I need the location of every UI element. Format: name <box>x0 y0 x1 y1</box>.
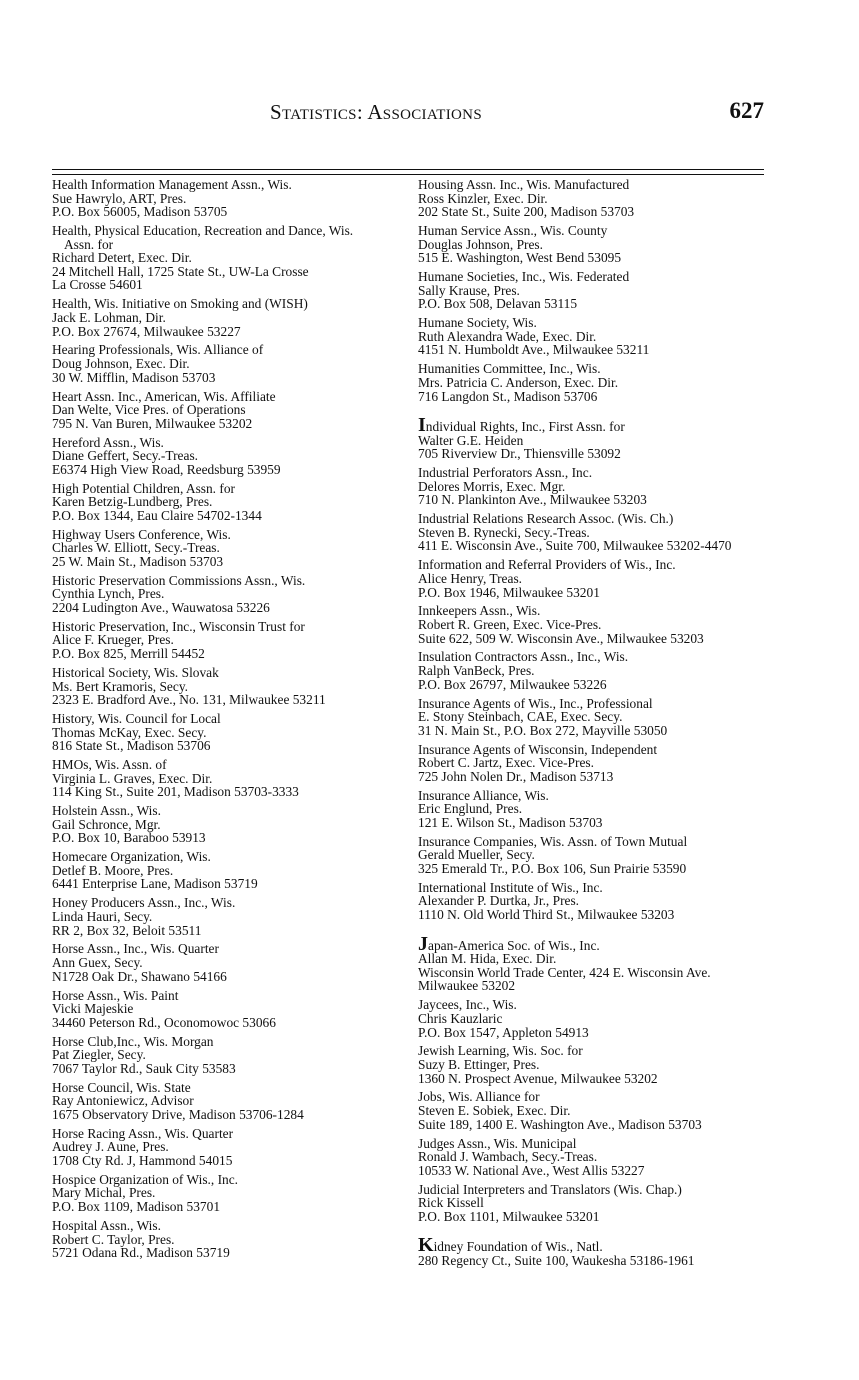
contact-line: Ralph VanBeck, Pres. <box>418 663 535 679</box>
directory-entry <box>52 1173 412 1214</box>
association-name-text: Human Service Assn., Wis. County <box>418 223 608 239</box>
association-name <box>418 512 818 526</box>
directory-entry <box>418 466 818 507</box>
contact-line: Chris Kauzlaric <box>418 1010 503 1026</box>
directory-entry <box>418 558 818 599</box>
association-name <box>418 178 818 192</box>
association-name-text: Industrial Relations Research Assoc. (Wis. Ch.) <box>418 511 674 527</box>
association-name <box>418 224 818 238</box>
directory-entry <box>52 804 412 845</box>
contact-line: Charles W. Elliott, Secy.-Treas. <box>52 540 220 556</box>
contact-line: Steven E. Sobiek, Exec. Dir. <box>418 1103 571 1119</box>
directory-entry <box>418 178 818 219</box>
directory-entry <box>418 743 818 784</box>
association-name-text: HMOs, Wis. Assn. of <box>52 757 167 773</box>
association-name-text: Honey Producers Assn., Inc., Wis. <box>52 895 236 911</box>
address-line: 816 State St., Madison 53706 <box>52 738 211 754</box>
association-name-text: Hearing Professionals, Wis. Alliance of <box>52 342 264 358</box>
address-line: Milwaukee 53202 <box>418 978 516 994</box>
contact-line: Sally Krause, Pres. <box>418 282 520 298</box>
directory-entry <box>418 1234 818 1269</box>
association-name-text: Historic Preservation, Inc., Wisconsin Trust for <box>52 618 305 634</box>
page-header <box>52 98 764 128</box>
association-name-text: Historic Preservation Commissions Assn., Wis. <box>52 572 306 588</box>
right-column <box>418 178 818 1273</box>
association-name-text: Judicial Interpreters and Translators (Wis. Chap.) <box>418 1181 682 1197</box>
contact-line: Mary Michal, Pres. <box>52 1185 156 1201</box>
association-name <box>52 758 412 772</box>
address-line: Suite 189, 1400 E. Washington Ave., Madison 53703 <box>418 1116 702 1132</box>
contact-line: Gail Schronce, Mgr. <box>52 816 161 832</box>
association-name-text: Heart Assn. Inc., American, Wis. Affiliate <box>52 388 276 404</box>
contact-line: Robert C. Jartz, Exec. Vice-Pres. <box>418 755 594 771</box>
contact-line: Eric Englund, Pres. <box>418 801 523 817</box>
directory-entry <box>418 362 818 403</box>
address-line: P.O. Box 1109, Madison 53701 <box>52 1199 221 1215</box>
association-name <box>52 390 412 404</box>
association-name <box>418 270 818 284</box>
association-name <box>418 558 818 572</box>
left-column <box>52 178 412 1265</box>
directory-entry <box>418 697 818 738</box>
directory-entry <box>52 896 412 937</box>
association-name-text: apan-America Soc. of Wis., Inc. <box>428 937 600 953</box>
association-name-text: Insurance Alliance, Wis. <box>418 787 549 803</box>
address-line: P.O. Box 27674, Milwaukee 53227 <box>52 323 241 339</box>
address-line: 1360 N. Prospect Avenue, Milwaukee 53202 <box>418 1070 658 1086</box>
address-line: 411 E. Wisconsin Ave., Suite 700, Milwaukee 53202-4470 <box>418 538 732 554</box>
contact-line: Douglas Johnson, Pres. <box>418 236 543 252</box>
address-line: P.O. Box 1101, Milwaukee 53201 <box>418 1208 600 1224</box>
directory-entry <box>418 1044 818 1085</box>
contact-line: Robert C. Taylor, Pres. <box>52 1231 175 1247</box>
association-name-text: Health Information Management Assn., Wis. <box>52 177 292 192</box>
association-name-text: Horse Assn., Wis. Paint <box>52 987 179 1003</box>
contact-line: Steven B. Rynecki, Secy.-Treas. <box>418 524 590 540</box>
address-line: 325 Emerald Tr., P.O. Box 106, Sun Prairie 53590 <box>418 860 687 876</box>
directory-entry <box>418 512 818 553</box>
address-line: P.O. Box 508, Delavan 53115 <box>418 296 578 312</box>
address-line: P.O. Box 26797, Milwaukee 53226 <box>418 676 607 692</box>
directory-entry <box>52 1219 412 1260</box>
section-initial: I <box>418 414 426 437</box>
association-name-text: Humanities Committee, Inc., Wis. <box>418 361 601 377</box>
header-rule-bottom <box>52 174 764 175</box>
contact-line: Alice F. Krueger, Pres. <box>52 632 174 648</box>
contact-line: Ruth Alexandra Wade, Exec. Dir. <box>418 328 597 344</box>
contact-line: Pat Ziegler, Secy. <box>52 1047 146 1063</box>
association-name <box>52 574 412 588</box>
contact-line: Delores Morris, Exec. Mgr. <box>418 478 566 494</box>
address-line: E6374 High View Road, Reedsburg 53959 <box>52 461 281 477</box>
association-name <box>418 1137 818 1151</box>
association-name <box>418 998 818 1012</box>
directory-entry <box>52 528 412 569</box>
directory-entry <box>52 989 412 1030</box>
association-name <box>418 789 818 803</box>
directory-entry <box>52 224 412 292</box>
association-name-continued: Assn. for <box>64 236 114 252</box>
association-name <box>52 1081 412 1095</box>
directory-entry <box>418 270 818 311</box>
directory-entry <box>52 666 412 707</box>
contact-line: Gerald Mueller, Secy. <box>418 847 535 863</box>
contact-line: Alice Henry, Treas. <box>418 570 523 586</box>
association-name <box>52 1127 412 1141</box>
header-rule-top <box>52 169 764 170</box>
association-name-text: Jobs, Wis. Alliance for <box>418 1089 540 1105</box>
directory-entry <box>52 850 412 891</box>
contact-line: Cynthia Lynch, Pres. <box>52 586 165 602</box>
section-initial: K <box>418 1234 434 1257</box>
association-name <box>418 1090 818 1104</box>
association-name-text: Hospital Assn., Wis. <box>52 1217 161 1233</box>
contact-line: Thomas McKay, Exec. Secy. <box>52 724 207 740</box>
association-name-text: Health, Physical Education, Recreation and Dance, Wis. <box>52 223 354 239</box>
contact-line: E. Stony Steinbach, CAE, Exec. Secy. <box>418 709 623 725</box>
association-name <box>52 620 412 634</box>
contact-line: Diane Geffert, Secy.-Treas. <box>52 448 199 464</box>
directory-entry <box>52 620 412 661</box>
association-name <box>418 932 818 955</box>
address-line: RR 2, Box 32, Beloit 53511 <box>52 922 202 938</box>
contact-line: Ann Guex, Secy. <box>52 955 143 971</box>
contact-line: Linda Hauri, Secy. <box>52 908 153 924</box>
association-name-text: High Potential Children, Assn. for <box>52 480 235 496</box>
association-name <box>418 1044 818 1058</box>
directory-entry <box>52 758 412 799</box>
directory-entry <box>418 650 818 691</box>
contact-line: Ray Antoniewicz, Advisor <box>52 1093 194 1109</box>
address-line: P.O. Box 10, Baraboo 53913 <box>52 830 206 846</box>
page-number: 627 <box>729 98 764 123</box>
address-line: 10533 W. National Ave., West Allis 53227 <box>418 1162 645 1178</box>
association-name-text: Homecare Organization, Wis. <box>52 849 211 865</box>
directory-entry <box>52 178 412 219</box>
address-line: 710 N. Plankinton Ave., Milwaukee 53203 <box>418 492 647 508</box>
address-line: 5721 Odana Rd., Madison 53719 <box>52 1245 230 1261</box>
contact-line: Sue Hawrylo, ART, Pres. <box>52 190 187 206</box>
contact-line: Rick Kissell <box>418 1195 484 1211</box>
contact-line: Doug Johnson, Exec. Dir. <box>52 356 190 372</box>
directory-entry <box>418 316 818 357</box>
association-name <box>52 850 412 864</box>
association-name-text: Horse Assn., Inc., Wis. Quarter <box>52 941 219 957</box>
address-line: 795 N. Van Buren, Milwaukee 53202 <box>52 415 253 431</box>
directory-entry <box>52 1127 412 1168</box>
association-name-text: Humane Societies, Inc., Wis. Federated <box>418 269 630 285</box>
address-line: P.O. Box 1344, Eau Claire 54702-1344 <box>52 507 262 523</box>
association-name <box>52 224 412 238</box>
address-line: P.O. Box 1946, Milwaukee 53201 <box>418 584 600 600</box>
association-name-text: Information and Referral Providers of Wis., Inc. <box>418 557 676 573</box>
directory-entry <box>418 932 818 994</box>
contact-line: Suzy B. Ettinger, Pres. <box>418 1057 540 1072</box>
directory-entry <box>52 1081 412 1122</box>
directory-entry <box>52 574 412 615</box>
association-name-text: Jewish Learning, Wis. Soc. for <box>418 1043 583 1059</box>
association-name-text: Insurance Agents of Wisconsin, Independent <box>418 741 658 757</box>
association-name-text: idney Foundation of Wis., Natl. <box>433 1239 603 1255</box>
directory-entry <box>52 942 412 983</box>
address-line: 2204 Ludington Ave., Wauwatosa 53226 <box>52 600 270 615</box>
association-name-text: Housing Assn. Inc., Wis. Manufactured <box>418 177 630 192</box>
contact-line: Audrey J. Aune, Pres. <box>52 1139 169 1155</box>
address-line: 515 E. Washington, West Bend 53095 <box>418 250 622 266</box>
association-name-text: History, Wis. Council for Local <box>52 711 221 727</box>
contact-line: Ms. Bert Kramoris, Secy. <box>52 678 188 694</box>
address-line: 202 State St., Suite 200, Madison 53703 <box>418 204 635 220</box>
address-line: 705 Riverview Dr., Thiensville 53092 <box>418 446 621 462</box>
directory-entry <box>52 712 412 753</box>
association-name <box>418 316 818 330</box>
association-name <box>418 604 818 618</box>
association-name-text: Highway Users Conference, Wis. <box>52 526 231 542</box>
contact-line: Walter G.E. Heiden <box>418 432 524 448</box>
address-line: Suite 622, 509 W. Wisconsin Ave., Milwaukee 53203 <box>418 630 704 646</box>
address-line: P.O. Box 1547, Appleton 54913 <box>418 1024 589 1040</box>
association-name <box>418 362 818 376</box>
association-name-text: Holstein Assn., Wis. <box>52 803 161 819</box>
association-name <box>418 466 818 480</box>
contact-line: Robert R. Green, Exec. Vice-Pres. <box>418 617 602 632</box>
address-line: 25 W. Main St., Madison 53703 <box>52 553 224 569</box>
address-line: P.O. Box 56005, Madison 53705 <box>52 204 228 220</box>
contact-line: Mrs. Patricia C. Anderson, Exec. Dir. <box>418 374 619 390</box>
association-name <box>52 1173 412 1187</box>
directory-entry <box>418 998 818 1039</box>
contact-line: Richard Detert, Exec. Dir. <box>52 250 192 266</box>
directory-entry <box>418 881 818 922</box>
address-line: 4151 N. Humboldt Ave., Milwaukee 53211 <box>418 342 650 358</box>
directory-entry <box>418 604 818 645</box>
association-name-text: Insurance Agents of Wis., Inc., Professional <box>418 695 653 711</box>
contact-line: Detlef B. Moore, Pres. <box>52 862 174 878</box>
directory-entry <box>418 1183 818 1224</box>
address-line: 1675 Observatory Drive, Madison 53706-1284 <box>52 1106 304 1122</box>
association-name <box>418 650 818 664</box>
contact-line: Alexander P. Durtka, Jr., Pres. <box>418 893 580 909</box>
association-name-text: Horse Club,Inc., Wis. Morgan <box>52 1033 214 1049</box>
directory-entry <box>52 1035 412 1076</box>
contact-line: Karen Betzig-Lundberg, Pres. <box>52 494 213 510</box>
directory-entry <box>418 224 818 265</box>
address-line: P.O. Box 825, Merrill 54452 <box>52 646 205 662</box>
association-name <box>418 881 818 895</box>
directory-entry <box>52 390 412 431</box>
address-line: La Crosse 54601 <box>52 277 143 293</box>
contact-line: Wisconsin World Trade Center, 424 E. Wisconsin Ave. <box>418 964 711 980</box>
association-name-text: Horse Racing Assn., Wis. Quarter <box>52 1125 234 1141</box>
directory-entry <box>52 436 412 477</box>
directory-entry <box>52 482 412 523</box>
association-name <box>52 178 412 192</box>
association-name <box>52 436 412 450</box>
association-name-text: Historical Society, Wis. Slovak <box>52 664 219 680</box>
address-line: 34460 Peterson Rd., Oconomowoc 53066 <box>52 1014 276 1030</box>
address-line: 30 W. Mifflin, Madison 53703 <box>52 369 216 385</box>
association-name-text: Health, Wis. Initiative on Smoking and (WISH) <box>52 296 308 312</box>
association-name-text: Horse Council, Wis. State <box>52 1079 191 1095</box>
association-name <box>418 743 818 757</box>
association-name-text: ndividual Rights, Inc., First Assn. for <box>425 419 625 435</box>
page-title: Statistics: Associations <box>270 100 482 124</box>
address-line: 1110 N. Old World Third St., Milwaukee 53203 <box>418 907 675 923</box>
address-line: 725 John Nolen Dr., Madison 53713 <box>418 768 614 784</box>
address-line: 716 Langdon St., Madison 53706 <box>418 388 598 404</box>
association-name <box>418 1183 818 1197</box>
association-name-text: Hereford Assn., Wis. <box>52 434 164 450</box>
association-name <box>52 989 412 1003</box>
contact-line: Ross Kinzler, Exec. Dir. <box>418 190 548 206</box>
association-name <box>418 1234 818 1257</box>
address-line: N1728 Oak Dr., Shawano 54166 <box>52 968 227 984</box>
association-name <box>52 666 412 680</box>
address-line: 7067 Taylor Rd., Sauk City 53583 <box>52 1060 236 1076</box>
association-name-text: Insulation Contractors Assn., Inc., Wis. <box>418 649 629 665</box>
association-name <box>52 1219 412 1233</box>
address-line: 31 N. Main St., P.O. Box 272, Mayville 53050 <box>418 722 668 738</box>
contact-line: 24 Mitchell Hall, 1725 State St., UW-La Crosse <box>52 263 309 279</box>
directory-entry <box>418 789 818 830</box>
association-name <box>52 528 412 542</box>
association-name <box>52 712 412 726</box>
directory-entry <box>418 835 818 876</box>
association-name <box>52 896 412 910</box>
contact-line: Dan Welte, Vice Pres. of Operations <box>52 402 246 418</box>
directory-entry <box>418 1137 818 1178</box>
association-name-text: Jaycees, Inc., Wis. <box>418 997 517 1013</box>
association-name <box>52 1035 412 1049</box>
address-line: 121 E. Wilson St., Madison 53703 <box>418 814 603 830</box>
association-name <box>52 343 412 357</box>
association-name-text: Judges Assn., Wis. Municipal <box>418 1135 577 1151</box>
association-name <box>418 835 818 849</box>
directory-entry <box>418 1090 818 1131</box>
contact-line: Vicki Majeskie <box>52 1001 134 1017</box>
association-name <box>418 414 818 437</box>
directory-entry <box>52 343 412 384</box>
association-name <box>418 697 818 711</box>
association-name <box>52 942 412 956</box>
association-name-text: Humane Society, Wis. <box>418 315 537 331</box>
association-name <box>52 297 412 311</box>
directory-entry <box>52 297 412 338</box>
association-name-text: Hospice Organization of Wis., Inc. <box>52 1171 239 1187</box>
contact-line: Ronald J. Wambach, Secy.-Treas. <box>418 1149 598 1165</box>
association-name <box>52 482 412 496</box>
section-initial: J <box>418 932 428 955</box>
address-line: 2323 E. Bradford Ave., No. 131, Milwaukee 53211 <box>52 692 326 708</box>
address-line: 280 Regency Ct., Suite 100, Waukesha 53186-1961 <box>418 1253 695 1269</box>
contact-line: Allan M. Hida, Exec. Dir. <box>418 951 557 967</box>
association-name-text: Industrial Perforators Assn., Inc. <box>418 465 593 481</box>
contact-line: Jack E. Lohman, Dir. <box>52 309 166 325</box>
address-line: 114 King St., Suite 201, Madison 53703-3333 <box>52 784 299 800</box>
association-name-text: International Institute of Wis., Inc. <box>418 879 603 895</box>
association-name-text: Insurance Companies, Wis. Assn. of Town Mutual <box>418 833 688 849</box>
association-name-text: Innkeepers Assn., Wis. <box>418 603 541 619</box>
contact-line: Virginia L. Graves, Exec. Dir. <box>52 770 213 786</box>
address-line: 6441 Enterprise Lane, Madison 53719 <box>52 876 258 892</box>
association-name <box>52 804 412 818</box>
directory-entry <box>418 414 818 462</box>
address-line: 1708 Cty Rd. J, Hammond 54015 <box>52 1152 233 1168</box>
